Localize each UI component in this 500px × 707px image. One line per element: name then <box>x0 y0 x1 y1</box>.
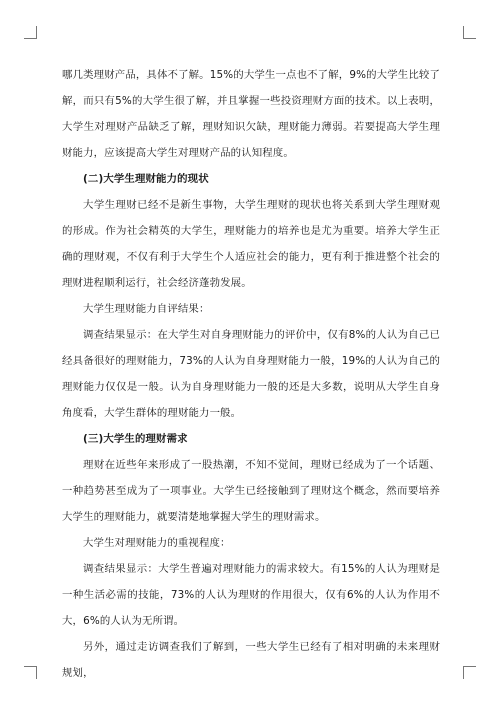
paragraph: 大学生理财已经不是新生事物，大学生理财的现状也将关系到大学生理财观的形成。作为社会精英的大学生，理财能力的培养也是尤为重要。培养大学生正确的理财观，不仅有利于大学生个人适应社会的能力，更有利于推进整个社会的理财进程顺利运行，社会经济蓬勃发展。 <box>62 199 440 289</box>
paragraph: 理财在近些年来形成了一股热潮，不知不觉间，理财已经成为了一个话题、一种趋势甚至成为了一项事业。大学生已经接触到了理财这个概念，然而要培养大学生的理财能力，就要清楚地掌握大学生的理财需求。 <box>62 459 440 523</box>
paragraph: 大学生理财能力自评结果： <box>83 303 210 315</box>
paragraph: 调查结果显示：在大学生对自身理财能力的评价中，仅有8%的人认为自己已经具备很好的理财能力，73%的人认为自身理财能力一般，19%的人认为自己的理财能力仅仅是一般。认为自身理财能力一般的还是大多数，说明从大学生自身角度看，大学生群体的理财能力一般。 <box>62 329 440 419</box>
section-heading: (三)大学生的理财需求 <box>83 433 188 445</box>
page-body <box>62 62 440 686</box>
paragraph: 另外，通过走访调查我们了解到，一些大学生已经有了相对明确的未来理财规划， <box>62 641 440 679</box>
crop-mark-top-right <box>463 26 476 39</box>
paragraph: 哪几类理财产品，具体不了解。15%的大学生一点也不了解，9%的大学生比较了解，而只有5%的大学生很了解，并且掌握一些投资理财方面的技术。以上表明，大学生对理财产品缺乏了解，理财知识欠缺，理财能力薄弱。若要提高大学生理财能力，应该提高大学生对理财产品的认知程度。 <box>62 69 440 159</box>
section-heading: (二)大学生理财能力的现状 <box>83 173 209 185</box>
crop-mark-top-left <box>24 26 37 39</box>
crop-mark-bottom-right <box>463 666 476 679</box>
crop-mark-bottom-left <box>24 666 37 679</box>
paragraph: 调查结果显示：大学生普遍对理财能力的需求较大。有15%的人认为理财是一种生活必需的技能，73%的人认为理财的作用很大，仅有6%的人认为作用不大，6%的人认为无所谓。 <box>62 563 440 627</box>
paragraph: 大学生对理财能力的重视程度： <box>83 537 231 549</box>
